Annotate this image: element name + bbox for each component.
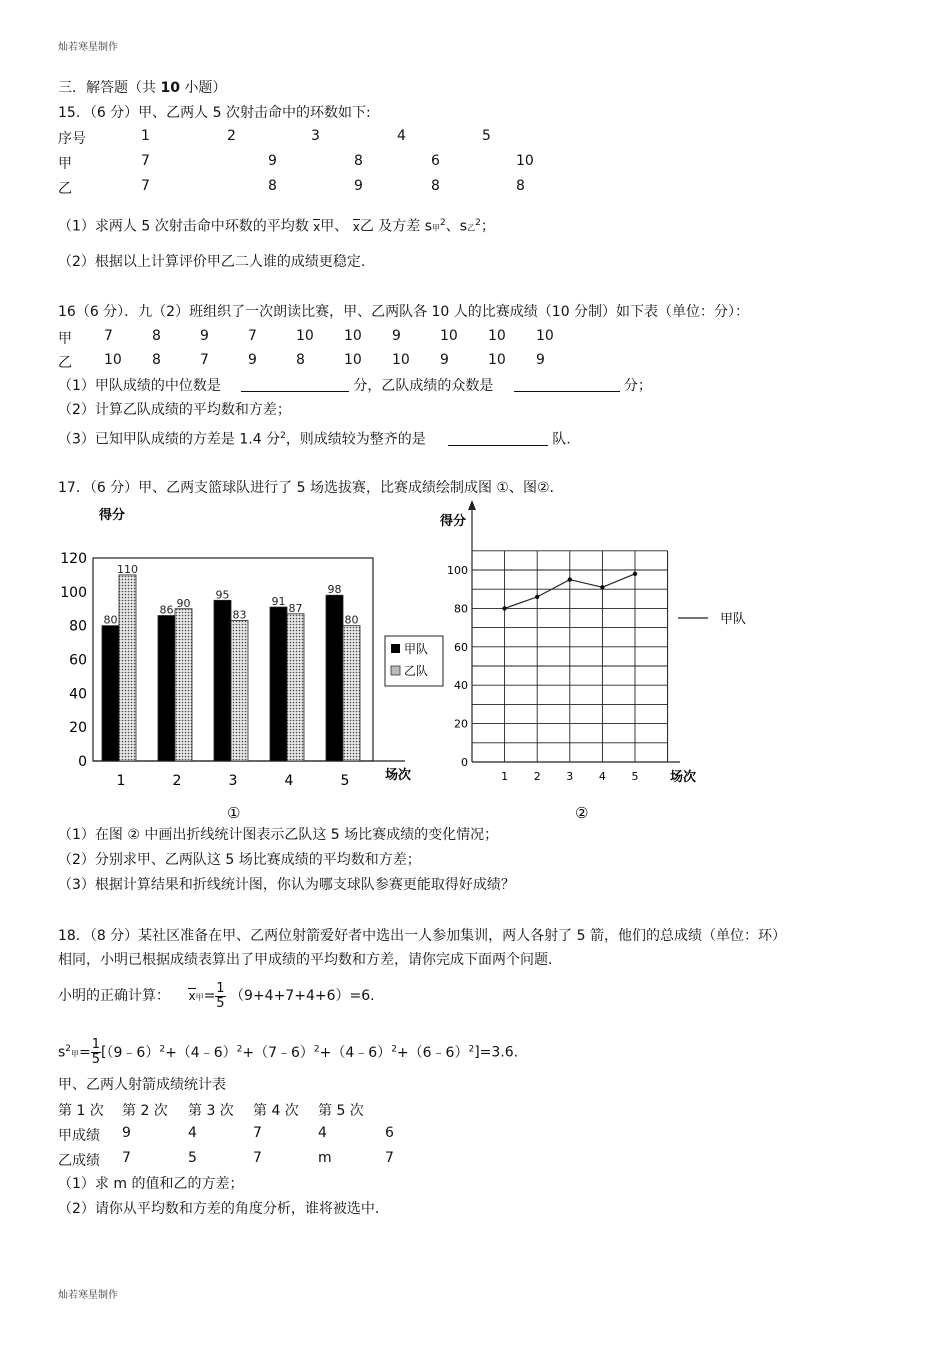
q18-stem-2: 相同，小明已根据成绩表算出了甲成绩的平均数和方差，请你完成下面两个问题.	[58, 952, 553, 968]
mean-symbol-yi: x	[352, 219, 360, 234]
line-ytick-label: 20	[454, 717, 468, 731]
q18-part2: （2）请你从平均数和方差的角度分析，谁将被选中.	[58, 1201, 380, 1217]
q18-header-cell: 第 4 次	[253, 1103, 299, 1119]
line-point-jia	[502, 606, 506, 610]
q18-jia-cell: 7	[253, 1125, 262, 1141]
q16-yi-cell: 9	[536, 352, 545, 368]
variance-term: +（6﹣6）	[396, 1044, 469, 1061]
q15-jia-cell: 甲	[58, 156, 72, 172]
variance-term-exponent: 2	[236, 1044, 243, 1054]
bar-yi	[287, 614, 304, 761]
variance-term-exponent: 2	[468, 1044, 475, 1054]
q18-jia-cell: 4	[188, 1125, 197, 1141]
line-point-jia	[600, 585, 604, 589]
bar-yi	[343, 626, 360, 761]
q18-yi-cell: 7	[122, 1150, 131, 1166]
q18-table-title: 甲、乙两人射箭成绩统计表	[58, 1077, 226, 1093]
q16-jia-cell: 10	[440, 328, 458, 344]
bar-ytick-label: 120	[60, 551, 87, 567]
bar-jia-data-label: 86	[159, 603, 174, 617]
q15-header-cell: 1	[141, 128, 150, 144]
page-footer: 灿若寒星制作	[58, 1290, 118, 1301]
q16-yi-cell: 10	[488, 352, 506, 368]
q16-yi-cell: 乙	[58, 355, 72, 371]
line-point-jia	[568, 577, 572, 581]
q15-yi-cell: 8	[431, 178, 440, 194]
q15-yi-cell: 乙	[58, 181, 72, 197]
q18-variance-calc: $s^2$甲= $\frac{1}{5}$ [（9﹣6）$^2$+（4﹣6）$^2$+（7﹣6）$^2$+（4﹣6）$^2$+（6﹣6）$^2$]=3.6.	[58, 1037, 519, 1068]
bar-xtick-label: 2	[172, 773, 182, 789]
answer-blank[interactable]	[448, 431, 548, 446]
q16-jia-cell: 甲	[58, 331, 72, 347]
line-ytick-label: 100	[447, 564, 468, 577]
legend-swatch-jia	[391, 644, 400, 653]
variance-term: （9﹣6）	[106, 1044, 160, 1061]
q16-stem: 16（6 分）．九（2）班组织了一次朗读比赛，甲、乙两队各 10 人的比赛成绩（10 分制）如下表（单位：分）：	[58, 304, 750, 320]
bar-jia-data-label: 95	[215, 588, 230, 602]
q15-header-cell: 2	[227, 128, 236, 144]
line-xtick-label: 4	[598, 770, 606, 783]
q16-jia-cell: 7	[104, 328, 113, 344]
q18-yi-cell: 7	[385, 1150, 394, 1166]
bar-ytick-label: 40	[69, 686, 87, 703]
q15-part2: （2）根据以上计算评价甲乙二人谁的成绩更稳定.	[58, 254, 366, 270]
bar-yi	[231, 621, 248, 761]
bar-jia	[270, 607, 287, 761]
q18-jia-cell: 6	[385, 1125, 394, 1141]
variance-term-exponent: 2	[159, 1044, 166, 1054]
q16-yi-cell: 9	[248, 352, 257, 368]
bar-yi-data-label: 110	[117, 562, 138, 576]
legend-label-jia: 甲队	[404, 642, 429, 656]
q17-part3: （3）根据计算结果和折线统计图，你认为哪支球队参赛更能取得好成绩？	[58, 877, 515, 893]
line-xtick-label: 3	[566, 770, 574, 783]
line-ylabel: 得分	[440, 514, 467, 529]
q18-yi-cell: 5	[188, 1150, 197, 1166]
bar-xtick-label: 4	[284, 773, 294, 789]
q15-header-cell: 4	[397, 128, 406, 144]
bar-ytick-label: 0	[78, 754, 87, 770]
q15-yi-cell: 9	[354, 178, 363, 194]
q16-jia-cell: 9	[392, 328, 401, 344]
line-xtick-label: 2	[533, 770, 541, 783]
q18-jia-cell: 甲成绩	[58, 1128, 100, 1144]
line-chart	[440, 498, 770, 828]
q18-header-cell: 第 3 次	[188, 1103, 234, 1119]
bar-yi-data-label: 87	[288, 601, 303, 615]
q15-yi-cell: 8	[516, 178, 525, 194]
bar-yi-data-label: 90	[176, 596, 191, 610]
variance-term: +（7﹣6）	[242, 1044, 314, 1061]
q15-yi-cell: 8	[268, 178, 277, 194]
bar-yi-data-label: 80	[344, 613, 359, 627]
bar-caption: ①	[227, 804, 241, 822]
bar-jia	[214, 600, 231, 761]
q17-part1: （1）在图 ② 中画出折线统计图表示乙队这 5 场比赛成绩的变化情况；	[58, 827, 499, 843]
q16-yi-cell: 9	[440, 352, 449, 368]
q16-jia-cell: 10	[488, 328, 506, 344]
legend-label-yi: 乙队	[404, 664, 429, 678]
bar-ytick-label: 80	[69, 618, 87, 635]
q18-header-cell: 第 1 次	[58, 1103, 104, 1119]
q15-jia-cell: 10	[516, 153, 534, 169]
q17-part2: （2）分别求甲、乙两队这 5 场比赛成绩的平均数和方差；	[58, 852, 421, 868]
q15-part1: （1）求两人 5 次射击命中环数的平均数 x甲、 x乙 及方差 s甲$^2$、s乙$^2$；	[58, 218, 495, 235]
q16-jia-cell: 10	[344, 328, 362, 344]
q15-jia-cell: 6	[431, 153, 440, 169]
line-legend-label: 甲队	[720, 612, 747, 627]
q16-jia-cell: 7	[248, 328, 257, 344]
bar-ytick-label: 20	[69, 720, 87, 737]
fraction-one-fifth: $\frac{1}{5}$	[91, 1037, 101, 1068]
bar-ytick-label: 60	[69, 652, 87, 669]
bar-xtick-label: 3	[228, 773, 238, 789]
line-ytick-label: 0	[461, 756, 468, 769]
q15-header-cell: 序号	[58, 131, 86, 147]
bar-yi-data-label: 83	[232, 608, 247, 622]
q16-part2: （2）计算乙队成绩的平均数和方差；	[58, 402, 291, 418]
mean-symbol: x	[188, 989, 196, 1003]
q16-yi-cell: 10	[104, 352, 122, 368]
q18-jia-cell: 9	[122, 1125, 131, 1141]
q16-jia-cell: 8	[152, 328, 161, 344]
line-point-jia	[535, 595, 539, 599]
q18-yi-cell: 乙成绩	[58, 1153, 100, 1169]
answer-blank[interactable]	[241, 377, 349, 392]
q16-yi-cell: 8	[152, 352, 161, 368]
q15-yi-cell: 7	[141, 178, 150, 194]
q16-jia-cell: 9	[200, 328, 209, 344]
bar-chart	[55, 500, 455, 825]
fraction-one-fifth: $\frac{1}{5}$	[216, 980, 225, 1011]
q18-mean-calc: 小明的正确计算： x甲= $\frac{1}{5}$ （9+4+7+4+6）=6.	[58, 980, 375, 1011]
q18-header-cell: 第 2 次	[122, 1103, 168, 1119]
q18-part1: （1）求 m 的值和乙的方差；	[58, 1176, 244, 1192]
bar-xtick-label: 1	[116, 773, 126, 789]
q18-yi-cell: 7	[253, 1150, 262, 1166]
q16-jia-cell: 10	[296, 328, 314, 344]
variance-term: +（4﹣6）	[165, 1044, 237, 1061]
q15-header-cell: 5	[482, 128, 491, 144]
bar-jia	[326, 595, 343, 761]
page-header: 灿若寒星制作	[58, 42, 118, 53]
q18-header-cell: 第 5 次	[318, 1103, 364, 1119]
section-title: 三．解答题（共 10 小题）	[58, 80, 227, 96]
q16-yi-cell: 7	[200, 352, 209, 368]
bar-ylabel: 得分	[99, 508, 126, 523]
bar-xlabel: 场次	[385, 768, 412, 783]
line-ytick-label: 60	[454, 640, 468, 654]
q15-header-cell: 3	[311, 128, 320, 144]
bar-jia-data-label: 80	[103, 613, 118, 627]
bar-yi	[119, 575, 136, 761]
q16-yi-cell: 10	[392, 352, 410, 368]
q16-part3: （3）已知甲队成绩的方差是 1.4 分$^2$，则成绩较为整齐的是 队.	[58, 431, 571, 448]
variance-term: +（4﹣6）	[319, 1044, 392, 1061]
line-ytick-label: 40	[454, 679, 468, 693]
bar-legend	[385, 636, 443, 686]
q17-stem: 17．（6 分）甲、乙两支篮球队进行了 5 场选拔赛，比赛成绩绘制成图 ①、图②．	[58, 480, 564, 496]
q16-yi-cell: 8	[296, 352, 305, 368]
bar-xtick-label: 5	[340, 773, 350, 789]
q18-yi-cell: m	[318, 1150, 332, 1166]
bar-yi	[175, 609, 192, 761]
answer-blank[interactable]	[514, 377, 620, 392]
line-xlabel: 场次	[670, 770, 697, 785]
line-xtick-label: 5	[631, 770, 639, 783]
q18-stem-1: 18．（8 分）某社区准备在甲、乙两位射箭爱好者中选出一人参加集训，两人各射了 5 箭，他们的总成绩（单位：环）	[58, 928, 786, 944]
line-ytick-label: 80	[454, 602, 468, 616]
q15-jia-cell: 8	[354, 153, 363, 169]
line-xtick-label: 1	[501, 770, 509, 783]
bar-jia	[158, 616, 175, 761]
y-axis-arrow	[468, 500, 476, 510]
variance-term-exponent: 2	[313, 1044, 320, 1054]
bar-ytick-label: 100	[60, 584, 87, 601]
legend-swatch-yi	[391, 666, 400, 675]
q16-jia-cell: 10	[536, 328, 554, 344]
line-caption: ②	[575, 804, 589, 822]
q15-stem: 15．（6 分）甲、乙两人 5 次射击命中的环数如下:	[58, 105, 371, 121]
variance-term-exponent: 2	[391, 1044, 397, 1054]
bar-jia	[102, 626, 119, 761]
mean-symbol-jia: x	[313, 219, 321, 234]
q15-jia-cell: 7	[141, 153, 150, 169]
q16-yi-cell: 10	[344, 352, 362, 368]
bar-jia-data-label: 98	[327, 583, 342, 597]
q18-jia-cell: 4	[318, 1125, 327, 1141]
bar-jia-data-label: 91	[271, 595, 286, 609]
q16-part1: （1）甲队成绩的中位数是 分，乙队成绩的众数是 分；	[58, 378, 652, 394]
q15-jia-cell: 9	[268, 153, 277, 169]
line-point-jia	[633, 572, 637, 576]
